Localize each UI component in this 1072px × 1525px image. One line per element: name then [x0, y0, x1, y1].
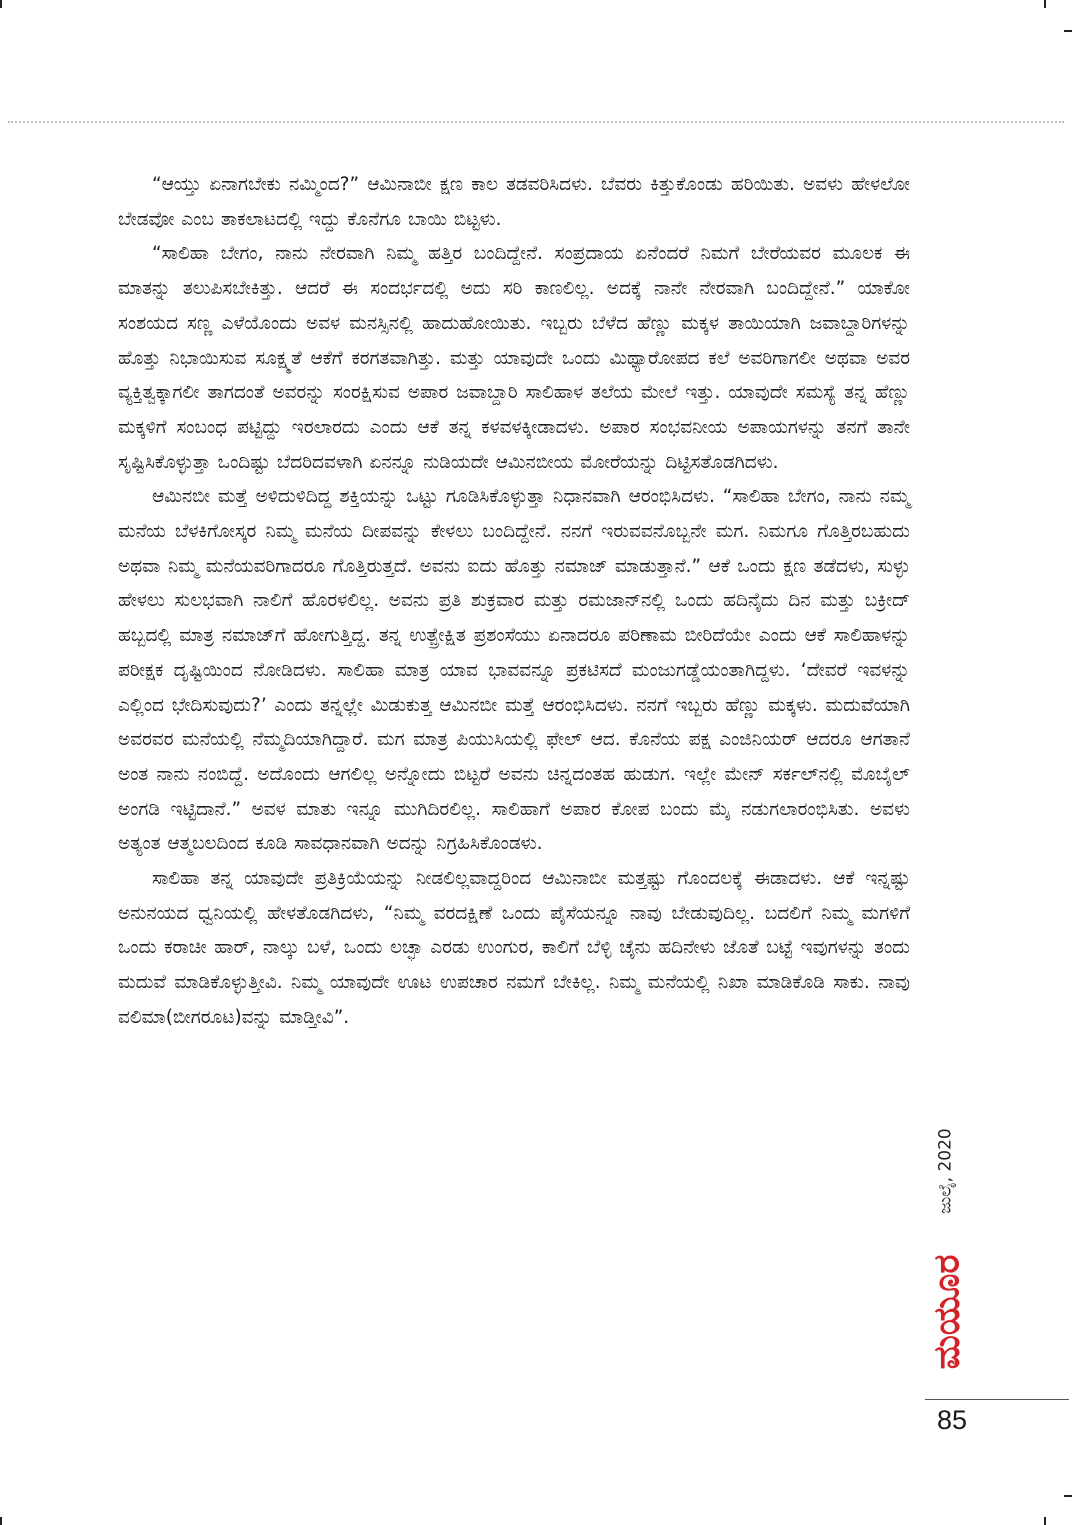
crop-mark-right-upper — [1064, 30, 1072, 32]
crop-mark-bottom-right — [1044, 1517, 1046, 1525]
header-dotted-rule — [8, 121, 1064, 123]
crop-mark-bottom-left — [0, 1517, 2, 1525]
paragraph-2: “ಸಾಲಿಹಾ ಬೇಗಂ, ನಾನು ನೇರವಾಗಿ ನಿಮ್ಮ ಹತ್ತಿರ ಬಂದಿದ್ದೇನೆ. ಸಂಪ್ರದಾಯ ಏನೆಂದರೆ ನಿಮಗೆ ಬೇರೆಯವರ ಮೂಲಕ ಈ ಮಾತನ್ನು ತಲುಪಿಸಬೇಕಿತ್ತು. ಆದರೆ ಈ ಸಂದರ್ಭದಲ್ಲಿ ಅದು ಸರಿ ಕಾಣಲಿಲ್ಲ. ಅದಕ್ಕೆ ನಾನೇ ನೇರವಾಗಿ ಬಂದಿದ್ದೇನೆ.” ಯಾಕೋ ಸಂಶಯದ ಸಣ್ಣ ಎಳೆಯೊಂದು ಅವಳ ಮನಸ್ಸಿನಲ್ಲಿ ಹಾದುಹೋಯಿತು. ಇಬ್ಬರು ಬೆಳೆದ ಹೆಣ್ಣು ಮಕ್ಕಳ ತಾಯಿಯಾಗಿ ಜವಾಬ್ದಾರಿಗಳನ್ನು ಹೊತ್ತು ನಿಭಾಯಿಸುವ ಸೂಕ್ಷ್ಮತೆ ಆಕೆಗೆ ಕರಗತವಾಗಿತ್ತು. ಮತ್ತು ಯಾವುದೇ ಒಂದು ಮಿಥ್ಯಾರೋಪದ ಕಲೆ ಅವರಿಗಾಗಲೀ ಅಥವಾ ಅವರ ವ್ಯಕ್ತಿತ್ವಕ್ಕಾಗಲೀ ತಾಗದಂತೆ ಅವರನ್ನು ಸಂರಕ್ಷಿಸುವ ಅಪಾರ ಜವಾಬ್ದಾರಿ ಸಾಲಿಹಾಳ ತಲೆಯ ಮೇಲೆ ಇತ್ತು. ಯಾವುದೇ ಸಮಸ್ಯೆ ತನ್ನ ಹೆಣ್ಣು ಮಕ್ಕಳಿಗೆ ಸಂಬಂಧ ಪಟ್ಟಿದ್ದು ಇರಲಾರದು ಎಂದು ಆಕೆ ತನ್ನ ಕಳವಳಕ್ಕೀಡಾದಳು. ಅಪಾರ ಸಂಭವನೀಯ ಅಪಾಯಗಳನ್ನು ತನಗೆ ತಾನೇ ಸೃಷ್ಟಿಸಿಕೊಳ್ಳುತ್ತಾ ಒಂದಿಷ್ಟು ಬೆದರಿದವಳಾಗಿ ಏನನ್ನೂ ನುಡಿಯದೇ ಆಮಿನಬೀಯ ಮೋರೆಯನ್ನು ದಿಟ್ಟಿಸತೊಡಗಿದಳು. — [118, 243, 910, 473]
paragraph-1: “ಆಯ್ತು ಏನಾಗಬೇಕು ನಮ್ಮಿಂದ?” ಆಮಿನಾಬೀ ಕ್ಷಣ ಕಾಲ ತಡವರಿಸಿದಳು. ಬೆವರು ಕಿತ್ತುಕೊಂಡು ಹರಿಯಿತು. ಅವಳು ಹೇಳಲೋ ಬೇಡವೋ ಎಂಬ ತಾಕಲಾಟದಲ್ಲಿ ಇದ್ದು ಕೊನೆಗೂ ಬಾಯಿ ಬಿಟ್ಟಳು. — [118, 174, 910, 230]
crop-mark-top-right — [1044, 0, 1046, 8]
magazine-logo-text: ಮಯೂರ — [926, 1254, 967, 1370]
article-body — [118, 168, 910, 1036]
page-number: 85 — [937, 1405, 968, 1435]
crop-mark-top-left — [0, 0, 2, 8]
issue-date — [922, 1112, 970, 1230]
issue-date-text: ಜುಲೈ, 2020 — [936, 1128, 956, 1214]
magazine-logo — [926, 1232, 968, 1392]
paragraph-3: ಆಮಿನಬೀ ಮತ್ತೆ ಅಳಿದುಳಿದಿದ್ದ ಶಕ್ತಿಯನ್ನು ಒಟ್ಟು ಗೂಡಿಸಿಕೊಳ್ಳುತ್ತಾ ನಿಧಾನವಾಗಿ ಆರಂಭಿಸಿದಳು. “ಸಾಲಿಹಾ ಬೇಗಂ, ನಾನು ನಮ್ಮ ಮನೆಯ ಬೆಳಕಿಗೋಸ್ಕರ ನಿಮ್ಮ ಮನೆಯ ದೀಪವನ್ನು ಕೇಳಲು ಬಂದಿದ್ದೇನೆ. ನನಗೆ ಇರುವವನೊಬ್ಬನೇ ಮಗ. ನಿಮಗೂ ಗೊತ್ತಿರಬಹುದು ಅಥವಾ ನಿಮ್ಮ ಮನೆಯವರಿಗಾದರೂ ಗೊತ್ತಿರುತ್ತದೆ. ಅವನು ಐದು ಹೊತ್ತು ನಮಾಜ್ ಮಾಡುತ್ತಾನೆ.” ಆಕೆ ಒಂದು ಕ್ಷಣ ತಡೆದಳು, ಸುಳ್ಳು ಹೇಳಲು ಸುಲಭವಾಗಿ ನಾಲಿಗೆ ಹೊರಳಲಿಲ್ಲ. ಅವನು ಪ್ರತಿ ಶುಕ್ರವಾರ ಮತ್ತು ರಮಜಾನ್‌ನಲ್ಲಿ ಒಂದು ಹದಿನೈದು ದಿನ ಮತ್ತು ಬಕ್ರೀದ್ ಹಬ್ಬದಲ್ಲಿ ಮಾತ್ರ ನಮಾಜ್‌ಗೆ ಹೋಗುತ್ತಿದ್ದ. ತನ್ನ ಉತ್ಪ್ರೇಕ್ಷಿತ ಪ್ರಶಂಸೆಯು ಏನಾದರೂ ಪರಿಣಾಮ ಬೀರಿದೆಯೇ ಎಂದು ಆಕೆ ಸಾಲಿಹಾಳನ್ನು ಪರೀಕ್ಷಕ ದೃಷ್ಟಿಯಿಂದ ನೋಡಿದಳು. ಸಾಲಿಹಾ ಮಾತ್ರ ಯಾವ ಭಾವವನ್ನೂ ಪ್ರಕಟಿಸದೆ ಮಂಜುಗಡ್ಡೆಯಂತಾಗಿದ್ದಳು. ‘ದೇವರೆ ಇವಳನ್ನು ಎಲ್ಲಿಂದ ಭೇದಿಸುವುದು?’ ಎಂದು ತನ್ನಲ್ಲೇ ಮಿಡುಕುತ್ತ ಆಮಿನಬೀ ಮತ್ತೆ ಆರಂಭಿಸಿದಳು. ನನಗೆ ಇಬ್ಬರು ಹೆಣ್ಣು ಮಕ್ಕಳು. ಮದುವೆಯಾಗಿ ಅವರವರ ಮನೆಯಲ್ಲಿ ನೆಮ್ಮದಿಯಾಗಿದ್ದಾರೆ. ಮಗ ಮಾತ್ರ ಪಿಯುಸಿಯಲ್ಲಿ ಫೇಲ್ ಆದ. ಕೊನೆಯ ಪಕ್ಷ ಎಂಜಿನಿಯರ್ ಆದರೂ ಆಗತಾನೆ ಅಂತ ನಾನು ನಂಬಿದ್ದೆ. ಅದೊಂದು ಆಗಲಿಲ್ಲ ಅನ್ನೋದು ಬಿಟ್ಟರೆ ಅವನು ಚಿನ್ನದಂತಹ ಹುಡುಗ. ಇಲ್ಲೇ ಮೇನ್ ಸರ್ಕಲ್‌ನಲ್ಲಿ ಮೊಬೈಲ್ ಅಂಗಡಿ ಇಟ್ಟಿದಾನೆ.” ಅವಳ ಮಾತು ಇನ್ನೂ ಮುಗಿದಿರಲಿಲ್ಲ. ಸಾಲಿಹಾಗೆ ಅಪಾರ ಕೋಪ ಬಂದು ಮೈ ನಡುಗಲಾರಂಭಿಸಿತು. ಅವಳು ಅತ್ಯಂತ ಆತ್ಮಬಲದಿಂದ ಕೂಡಿ ಸಾವಧಾನವಾಗಿ ಅದನ್ನು ನಿಗ್ರಹಿಸಿಕೊಂಡಳು. — [118, 486, 910, 855]
paragraph-4: ಸಾಲಿಹಾ ತನ್ನ ಯಾವುದೇ ಪ್ರತಿಕ್ರಿಯೆಯನ್ನು ನೀಡಲಿಲ್ಲವಾದ್ದರಿಂದ ಆಮಿನಾಬೀ ಮತ್ತಷ್ಟು ಗೊಂದಲಕ್ಕೆ ಈಡಾದಳು. ಆಕೆ ಇನ್ನಷ್ಟು ಅನುನಯದ ಧ್ವನಿಯಲ್ಲಿ ಹೇಳತೊಡಗಿದಳು, “ನಿಮ್ಮ ವರದಕ್ಷಿಣೆ ಒಂದು ಪೈಸೆಯನ್ನೂ ನಾವು ಬೇಡುವುದಿಲ್ಲ. ಬದಲಿಗೆ ನಿಮ್ಮ ಮಗಳಿಗೆ ಒಂದು ಕರಾಚೀ ಹಾರ್, ನಾಲ್ಕು ಬಳೆ, ಒಂದು ಲಚ್ಛಾ ಎರಡು ಉಂಗುರ, ಕಾಲಿಗೆ ಬೆಳ್ಳಿ ಚೈನು ಹದಿನೇಳು ಜೊತೆ ಬಟ್ಟೆ ಇವುಗಳನ್ನು ತಂದು ಮದುವೆ ಮಾಡಿಕೊಳ್ಳುತ್ತೀವಿ. ನಿಮ್ಮ ಯಾವುದೇ ಊಟ ಉಪಚಾರ ನಮಗೆ ಬೇಕಿಲ್ಲ. ನಿಮ್ಮ ಮನೆಯಲ್ಲಿ ನಿಖಾ ಮಾಡಿಕೊಡಿ ಸಾಕು. ನಾವು ವಲಿಮಾ(ಬೀಗರೂಟ)ವನ್ನು ಮಾಡ್ತೀವಿ”. — [118, 868, 910, 1028]
crop-mark-right-lower — [1064, 1495, 1072, 1497]
footer-rule — [925, 1399, 1069, 1400]
